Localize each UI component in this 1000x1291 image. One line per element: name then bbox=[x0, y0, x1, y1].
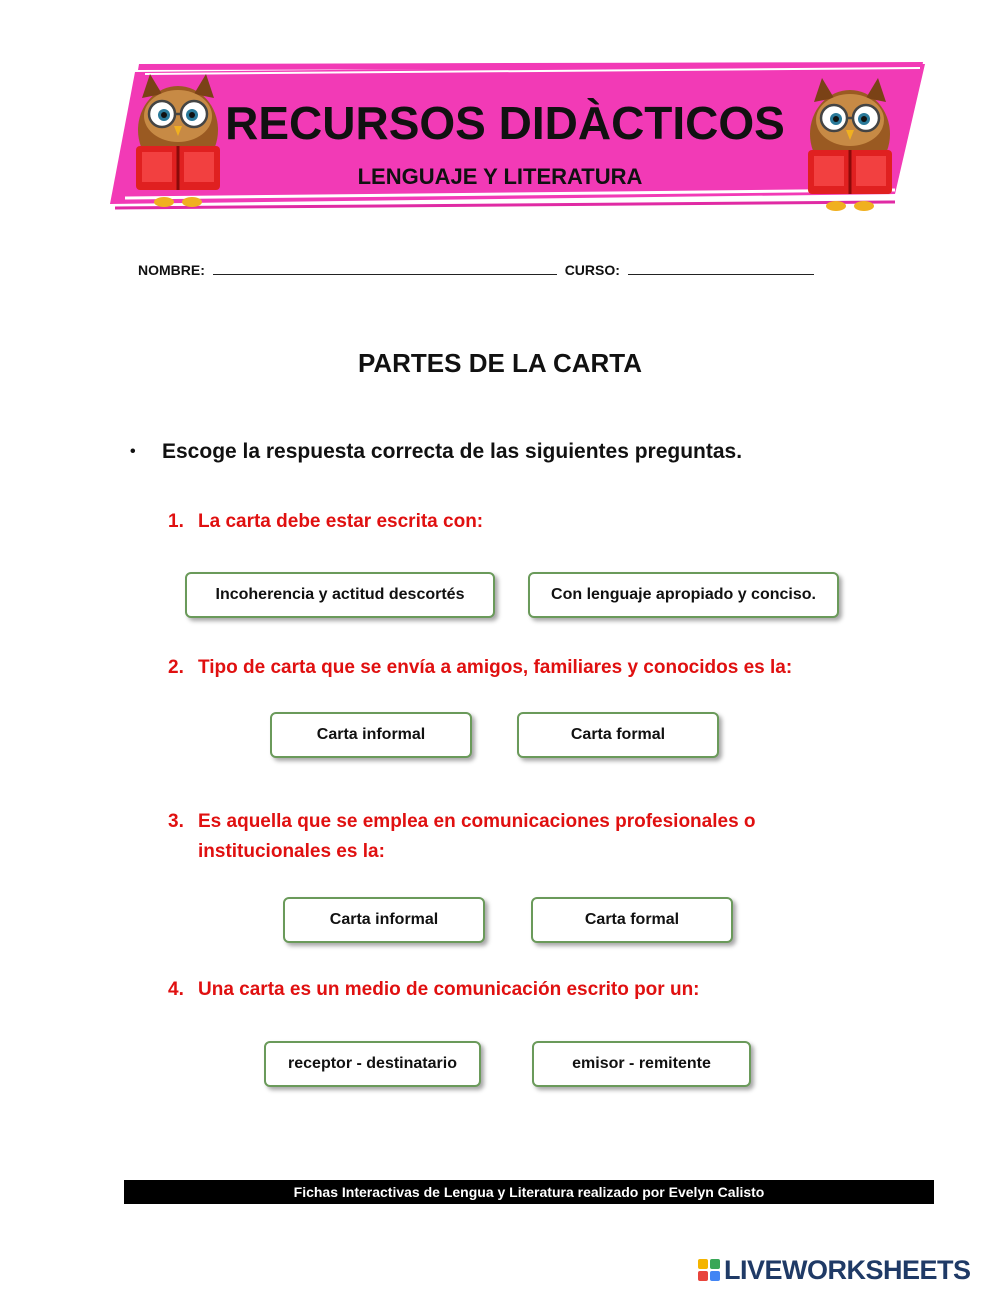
course-field[interactable] bbox=[628, 273, 814, 275]
footer-credit: Fichas Interactivas de Lengua y Literatura realizado por Evelyn Calisto bbox=[124, 1180, 934, 1204]
question-3 bbox=[168, 807, 828, 867]
question-4 bbox=[168, 975, 828, 1005]
owl-reading-icon bbox=[800, 72, 900, 222]
answer-option-button[interactable]: Carta formal bbox=[517, 712, 719, 758]
name-colon: : bbox=[200, 262, 205, 278]
liveworksheets-logo-icon bbox=[698, 1259, 720, 1281]
answer-option-button[interactable]: receptor - destinatario bbox=[264, 1041, 481, 1087]
answer-option-button[interactable]: Carta formal bbox=[531, 897, 733, 943]
banner-subtitle: LENGUAJE Y LITERATURA bbox=[357, 164, 643, 189]
question-number: 4. bbox=[168, 979, 184, 1000]
question-text: Es aquella que se emplea en comunicaciones profesionales o institucionales es la: bbox=[198, 811, 756, 862]
liveworksheets-brand-name: LIVEWORKSHEETS bbox=[724, 1254, 971, 1285]
question-text: La carta debe estar escrita con: bbox=[198, 511, 484, 532]
question-1 bbox=[168, 507, 828, 537]
liveworksheets-logo bbox=[698, 1254, 971, 1286]
student-info-row bbox=[138, 262, 818, 278]
question-text: Una carta es un medio de comunicación escrito por un: bbox=[198, 979, 700, 1000]
page-title: PARTES DE LA CARTA bbox=[357, 348, 643, 378]
question-2 bbox=[168, 653, 848, 683]
answer-option-button[interactable]: Carta informal bbox=[283, 897, 485, 943]
instruction bbox=[130, 440, 742, 464]
answer-option-button[interactable]: Carta informal bbox=[270, 712, 472, 758]
course-label: CURSO: bbox=[564, 262, 620, 278]
question-number: 3. bbox=[168, 811, 184, 832]
name-label: NOMBRE bbox=[138, 262, 201, 278]
answer-option-button[interactable]: Incoherencia y actitud descortés bbox=[185, 572, 495, 618]
question-number: 2. bbox=[168, 657, 184, 678]
instruction-text: Escoge la respuesta correcta de las siguientes preguntas. bbox=[162, 440, 743, 463]
banner-title: RECURSOS DIDÀCTICOS bbox=[225, 97, 785, 149]
question-number: 1. bbox=[168, 511, 184, 532]
bullet-icon: • bbox=[130, 443, 136, 461]
question-text: Tipo de carta que se envía a amigos, familiares y conocidos es la: bbox=[198, 657, 793, 678]
answer-option-button[interactable]: Con lenguaje apropiado y conciso. bbox=[528, 572, 839, 618]
name-field[interactable] bbox=[213, 273, 557, 275]
answer-option-button[interactable]: emisor - remitente bbox=[532, 1041, 751, 1087]
